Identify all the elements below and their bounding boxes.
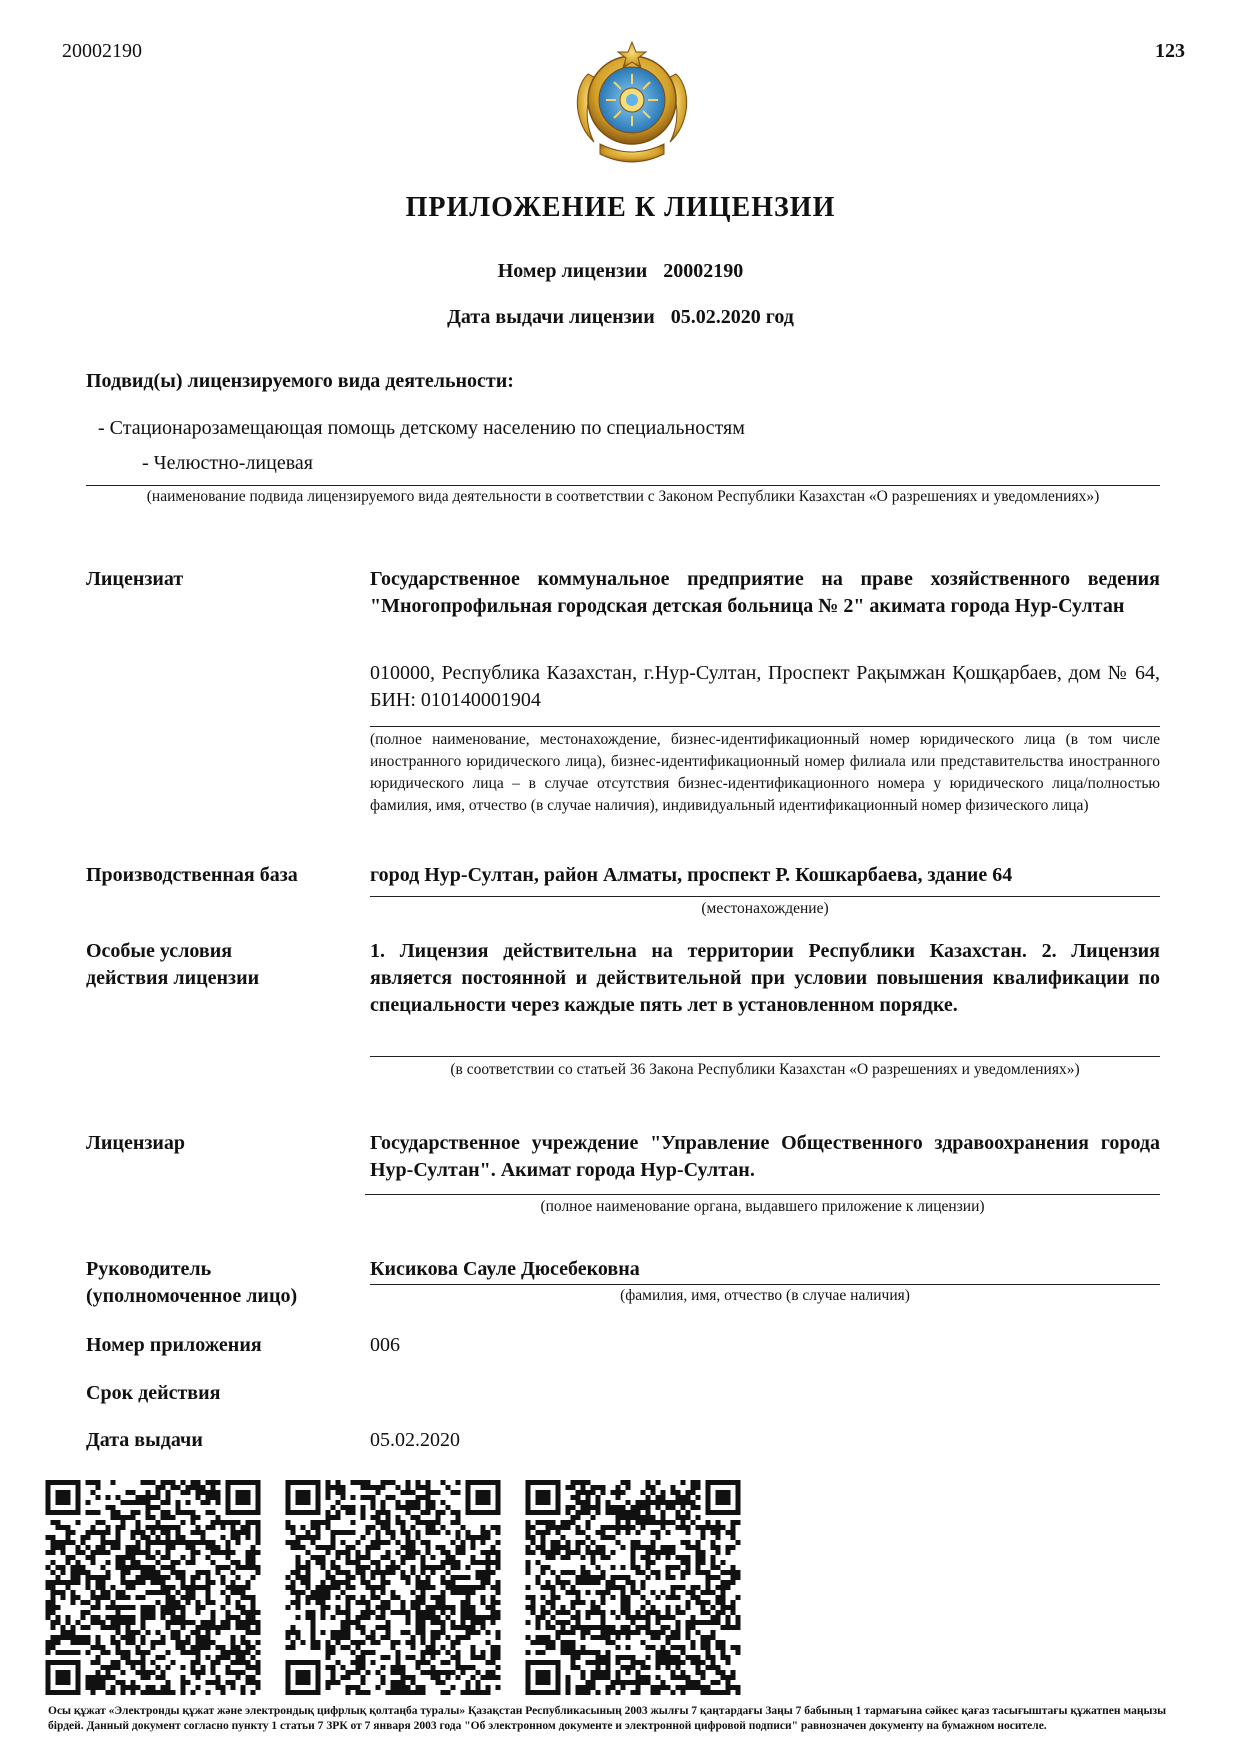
- license-number-line: [0, 260, 1241, 283]
- license-date-value: 05.02.2020 год: [670, 306, 794, 328]
- divider: [370, 1284, 1160, 1285]
- divider: [365, 1194, 1160, 1195]
- qr-code-icon: [285, 1480, 501, 1695]
- licensor-note: (полное наименование органа, выдавшего приложение к лицензии): [540, 1198, 985, 1215]
- special-conditions-label: [86, 938, 259, 992]
- licensor-label: Лицензиар: [86, 1132, 186, 1154]
- production-base-value: город Нур-Султан, район Алматы, проспект Р. Кошкарбаева, здание 64: [370, 864, 1013, 886]
- subtype-item: - Челюстно-лицевая: [142, 452, 313, 474]
- divider: [370, 726, 1160, 727]
- validity-label: Срок действия: [86, 1382, 221, 1404]
- head-value: Кисикова Сауле Дюсебековна: [370, 1258, 640, 1280]
- issue-date-label: Дата выдачи: [86, 1429, 203, 1451]
- production-base-note: (местонахождение): [701, 900, 829, 917]
- document-number: 20002190: [62, 40, 142, 62]
- qr-code-icon: [45, 1480, 261, 1695]
- licensee-label: Лицензиат: [86, 568, 184, 590]
- production-base-label: Производственная база: [86, 864, 298, 886]
- licensor-value: Государственное учреждение "Управление Общественного здравоохранения города Нур-Султан". Акимат города Нур-Султан.: [370, 1132, 1160, 1181]
- page-number: 123: [1155, 40, 1185, 62]
- divider: [370, 896, 1160, 897]
- license-date-label: Дата выдачи лицензии: [447, 306, 655, 328]
- subtypes-note: (наименование подвида лицензируемого вида деятельности в соответствии с Законом Республики Казахстан «О разрешениях и уведомлениях»): [146, 488, 1100, 505]
- head-label-line: (уполномоченное лицо): [86, 1285, 298, 1307]
- special-conditions-value: 1. Лицензия действительна на территории Республики Казахстан. 2. Лицензия является постоянной и действительной при условии повышения квалификации по специальности через каждые пять лет в установленном порядке.: [370, 940, 1160, 1016]
- page-title: ПРИЛОЖЕНИЕ К ЛИЦЕНЗИИ: [405, 192, 836, 223]
- licensee-note: (полное наименование, местонахождение, бизнес-идентификационный номер юридического лица (в том числе иностранного юридического лица), бизнес-идентификационный номер филиала или представительства иностранного юридического лица – в случае отсутствия бизнес-идентификационного номера у юридического лица/полностью фамилия, имя, отчество (в случае наличия), индивидуальный идентификационный номер физического лица): [370, 731, 1160, 814]
- appendix-value: 006: [370, 1334, 400, 1356]
- licensee-name: Государственное коммунальное предприятие на праве хозяйственного ведения "Многопрофильная городская детская больница № 2" акимата города Нур-Султан: [370, 568, 1160, 617]
- license-number-value: 20002190: [663, 260, 744, 282]
- appendix-label: Номер приложения: [86, 1334, 262, 1356]
- special-conditions-label-line: действия лицензии: [86, 967, 260, 989]
- divider: [86, 485, 1160, 486]
- special-conditions-note: (в соответствии со статьей 36 Закона Республики Казахстан «О разрешениях и уведомлениях»): [450, 1061, 1080, 1078]
- head-label: [86, 1256, 297, 1310]
- subtype-item: - Стационарозамещающая помощь детскому населению по специальностям: [98, 417, 745, 439]
- qr-code-icon: [525, 1480, 741, 1695]
- licensee-address: 010000, Республика Казахстан, г.Нур-Султан, Проспект Рақымжан Қошқарбаев, дом № 64, БИН: 010140001904: [370, 662, 1160, 711]
- footer-legal-note: Осы құжат «Электронды құжат және электрондық цифрлық қолтаңба туралы» Қазақстан Республикасының 2003 жылғы 7 қаңтардағы Заңы 7 бабының 1 тармағына сәйкес қағаз тасығыштағы құжатпен маңызы бірдей. Данный документ согласно пункту 1 статьи 7 ЗРК от 7 января 2003 года "Об электронном документе и электронной цифровой подписи" равнозначен документу на бумажном носителе.: [48, 1705, 1167, 1732]
- subtypes-heading: Подвид(ы) лицензируемого вида деятельности:: [86, 370, 514, 392]
- head-label-line: Руководитель: [86, 1258, 212, 1280]
- license-number-label: Номер лицензии: [497, 260, 648, 282]
- license-date-line: [0, 306, 1241, 329]
- kazakhstan-emblem-icon: [570, 34, 694, 172]
- head-note: (фамилия, имя, отчество (в случае наличия): [620, 1287, 910, 1304]
- issue-date-value: 05.02.2020: [370, 1429, 460, 1451]
- divider: [370, 1056, 1160, 1057]
- special-conditions-label-line: Особые условия: [86, 940, 233, 962]
